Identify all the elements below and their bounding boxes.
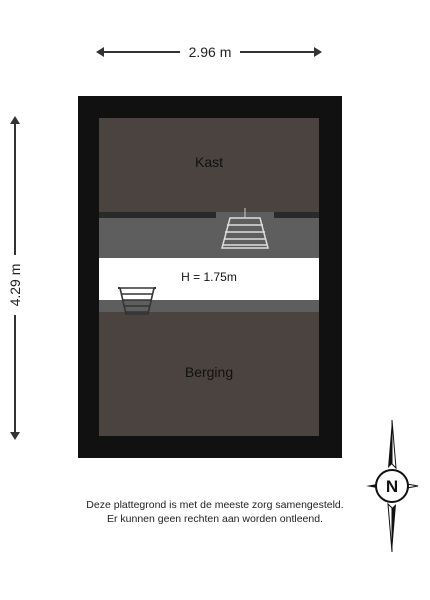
compass-north-icon: [364, 418, 420, 554]
disclaimer-line-2: Er kunnen geen rechten aan worden ontleend.: [107, 513, 323, 525]
corridor-top: [99, 218, 319, 258]
room-kast: [99, 118, 319, 212]
room-label-kast: Kast: [194, 154, 223, 170]
compass-label: N: [385, 477, 399, 496]
ladder-icon: [116, 286, 158, 318]
height-dimension-label-box: [0, 255, 30, 315]
floor-plan: [78, 96, 342, 458]
room-berging: [99, 312, 319, 436]
disclaimer: [40, 498, 390, 526]
width-dimension-label: 2.96 m: [180, 43, 240, 61]
stairs-icon: [216, 208, 274, 250]
height-dimension-label: 4.29 m: [7, 263, 23, 307]
height-annotation: H = 1.75m: [181, 270, 237, 284]
disclaimer-line-1: Deze plattegrond is met de meeste zorg samengesteld.: [86, 499, 344, 511]
room-label-berging: Berging: [184, 364, 234, 380]
